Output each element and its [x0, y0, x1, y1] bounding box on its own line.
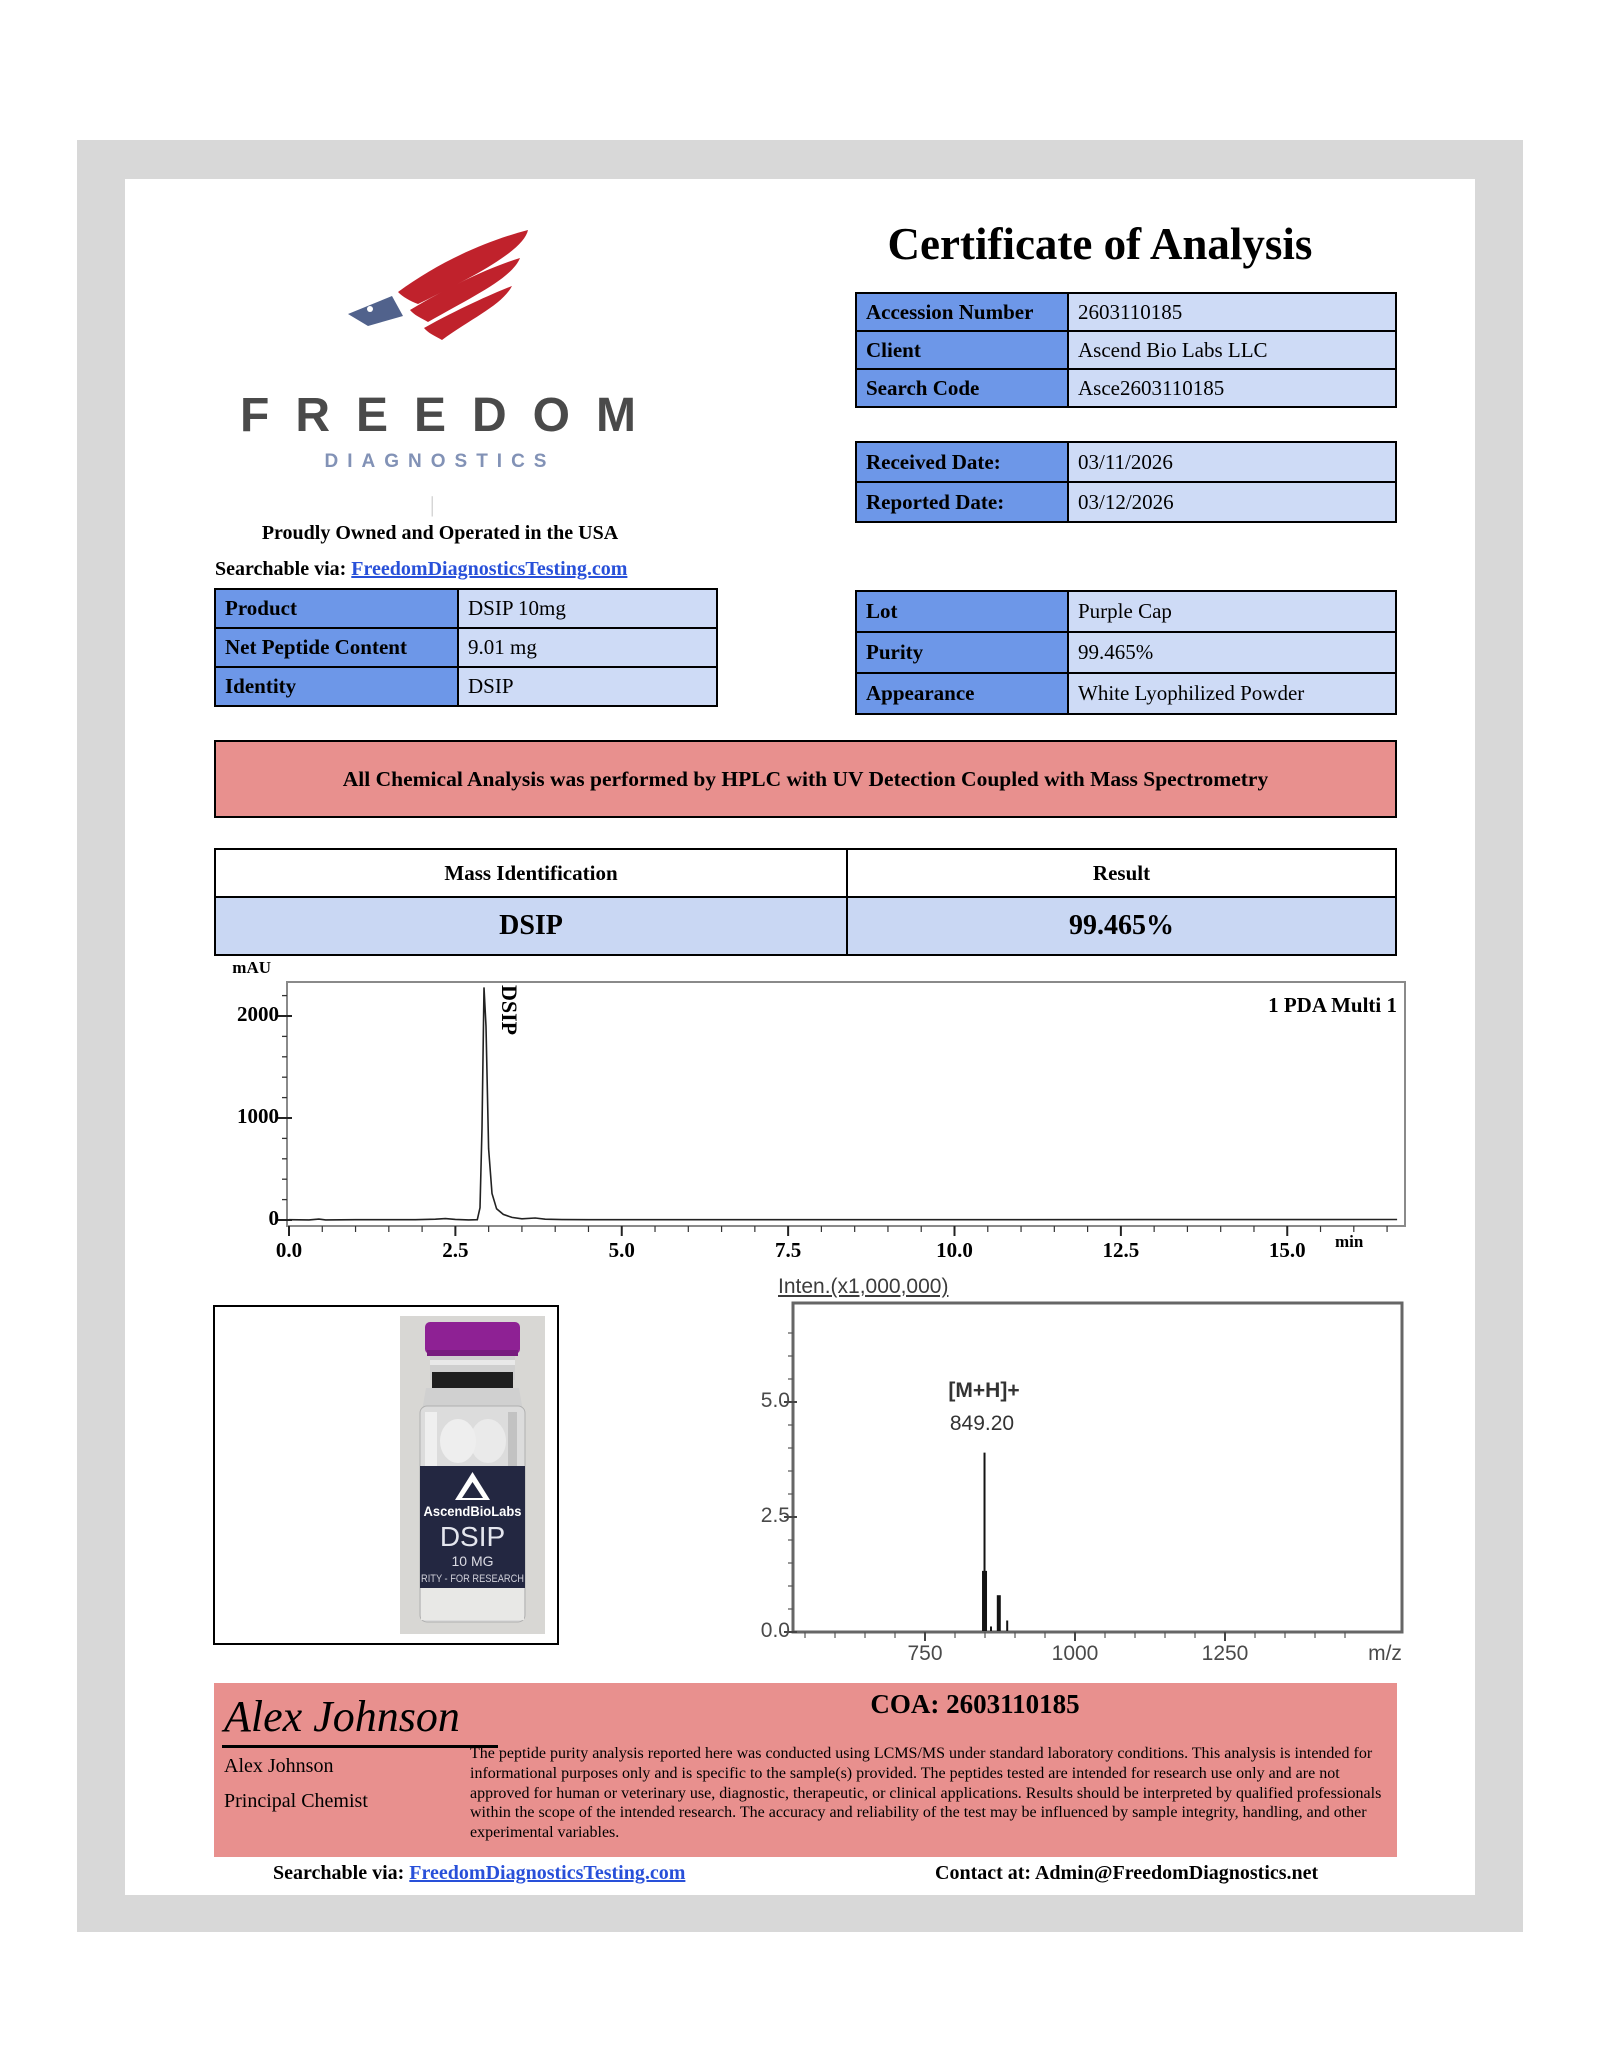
x-axis-tick-label: 7.5 [775, 1238, 802, 1262]
mass-spectrum-y-axis-title: Inten.(x1,000,000) [778, 1275, 949, 1298]
table-cell-label: Net Peptide Content [216, 629, 459, 666]
mass-spectrum-plot [770, 1275, 1430, 1675]
mass-id-header: Mass Identification [216, 850, 848, 896]
table-row [857, 368, 1395, 406]
table-row [857, 672, 1395, 713]
x-axis-tick-label: 2.5 [442, 1238, 469, 1262]
brand-subtitle: DIAGNOSTICS [324, 451, 556, 472]
x-axis-tick-label: 1000 [1051, 1642, 1099, 1665]
plot-border [287, 982, 1405, 1226]
table-cell-value: 99.465% [1069, 633, 1395, 672]
table-cell-label: Lot [857, 592, 1069, 631]
table-cell-label: Search Code [857, 370, 1069, 406]
table-row [857, 481, 1395, 521]
lot-table [855, 590, 1397, 715]
table-cell-value: Ascend Bio Labs LLC [1069, 332, 1395, 368]
page-title: Certificate of Analysis [887, 219, 1313, 269]
table-cell-value: White Lyophilized Powder [1069, 674, 1395, 713]
y-axis-tick-label: 1000 [237, 1104, 279, 1128]
table-row [857, 443, 1395, 481]
chromatogram-channel-label: 1 PDA Multi 1 [1268, 993, 1397, 1017]
table-cell-label: Reported Date: [857, 483, 1069, 521]
accession-info-table [855, 292, 1397, 408]
table-cell-label: Client [857, 332, 1069, 368]
coa-number: COA: 2603110185 [870, 1689, 1080, 1719]
mass-identification-table [214, 848, 1397, 956]
table-cell-value: Purple Cap [1069, 592, 1395, 631]
chromatogram-trace [289, 987, 1397, 1220]
chromatogram-peak-label: DSIP [497, 985, 522, 1036]
hplc-chromatogram [215, 953, 1415, 1271]
table-cell-value: 03/11/2026 [1069, 443, 1395, 481]
table-row [216, 666, 716, 705]
x-axis-tick-label: 5.0 [608, 1238, 635, 1262]
disclaimer-text: The peptide purity analysis reported here was conducted using LCMS/MS under standard laboratory conditions. This analysis is intended for informational purposes only and is specific to the sample(s) provided. The peptides tested are intended for research use only and are not approved for human or veterinary use, diagnostic, therapeutic, or clinical applications. Results should be interpreted by qualified professionals within the scope of the intended research. The accuracy and reliability of the test may be influenced by sample integrity, handling, and other experimental variables. [470, 1745, 1382, 1842]
product-table [214, 588, 718, 707]
product-vial-photo [400, 1316, 545, 1634]
signature-block [214, 1683, 1397, 1857]
y-axis-tick-label: 2000 [237, 1002, 279, 1026]
signer-name: Alex Johnson [224, 1755, 334, 1777]
chromatogram-x-axis-title: min [1335, 1232, 1364, 1251]
vial-cap-edge [427, 1350, 518, 1356]
table-cell-value: Asce2603110185 [1069, 370, 1395, 406]
mass-spectrum [760, 1275, 1430, 1675]
eagle-eye-shape [367, 306, 373, 312]
x-axis-tick-label: 15.0 [1268, 1238, 1306, 1262]
table-cell-label: Product [216, 590, 459, 627]
table-cell-label: Purity [857, 633, 1069, 672]
table-row [216, 627, 716, 666]
result-header: Result [848, 850, 1395, 896]
table-cell-label: Appearance [857, 674, 1069, 713]
vial-brand-text: AscendBioLabs [423, 1503, 522, 1519]
table-row [857, 592, 1395, 631]
brand-divider: | [430, 492, 435, 517]
vial-dose-text: 10 MG [451, 1553, 494, 1569]
signer-role: Principal Chemist [224, 1790, 368, 1812]
table-cell-value: DSIP [459, 668, 716, 705]
y-axis-tick-label: 2.5 [760, 1504, 790, 1527]
x-axis-tick-label: 12.5 [1102, 1238, 1140, 1262]
footer-contact: Contact at: Admin@FreedomDiagnostics.net [935, 1862, 1319, 1884]
table-cell-value: 2603110185 [1069, 294, 1395, 330]
mass-id-value: DSIP [216, 898, 848, 954]
mass-spectrum-x-axis-title: m/z [1368, 1642, 1402, 1665]
table-header-row [216, 850, 1395, 896]
footer-searchable-label: Searchable via: [273, 1862, 410, 1884]
vial-cap [425, 1322, 520, 1354]
signature-script: Alex Johnson [222, 1691, 498, 1748]
x-axis-tick-label: 10.0 [936, 1238, 973, 1262]
x-axis-tick-label: 750 [907, 1642, 943, 1665]
y-axis-tick-label: 5.0 [760, 1389, 790, 1412]
vial-crimp-highlight [430, 1360, 515, 1365]
table-row [216, 590, 716, 627]
footer-searchable-line [273, 1862, 685, 1885]
x-axis-tick-label: 1250 [1201, 1642, 1249, 1665]
vial-stopper-band [432, 1372, 513, 1388]
table-cell-label: Received Date: [857, 443, 1069, 481]
footer-searchable-link[interactable]: FreedomDiagnosticsTesting.com [409, 1862, 686, 1884]
table-row [857, 631, 1395, 672]
table-row [216, 896, 1395, 954]
searchable-link[interactable]: FreedomDiagnosticsTesting.com [351, 558, 628, 580]
adduct-annotation: [M+H]+ [948, 1379, 1020, 1402]
brand-tagline: Proudly Owned and Operated in the USA [261, 522, 619, 544]
brand-wordmark: FREEDOM [240, 389, 662, 442]
mz-annotation: 849.20 [949, 1412, 1015, 1435]
eagle-flag-logo-icon [340, 228, 540, 368]
vial-product-text: DSIP [439, 1521, 506, 1552]
table-row [857, 330, 1395, 368]
dates-table [855, 441, 1397, 523]
plot-border [793, 1303, 1402, 1632]
table-cell-label: Accession Number [857, 294, 1069, 330]
analysis-method-banner: All Chemical Analysis was performed by HPLC with UV Detection Coupled with Mass Spectrometry [214, 740, 1397, 818]
chromatogram-y-axis-title: mAU [232, 958, 271, 977]
y-axis-tick-label: 0 [268, 1206, 279, 1230]
table-cell-value: 03/12/2026 [1069, 483, 1395, 521]
searchable-label: Searchable via: [215, 558, 347, 580]
vial-reflection-right [470, 1419, 506, 1463]
vial-bottom-glass [421, 1588, 524, 1620]
result-value: 99.465% [848, 898, 1395, 954]
x-axis-tick-label: 0.0 [275, 1238, 303, 1262]
eagle-head-shape [348, 296, 403, 326]
table-cell-value: 9.01 mg [459, 629, 716, 666]
vial-research-text: RITY - FOR RESEARCH [421, 1573, 525, 1585]
table-row [857, 294, 1395, 330]
table-cell-label: Identity [216, 668, 459, 705]
searchable-line [215, 558, 627, 581]
y-axis-tick-label: 0.0 [760, 1619, 790, 1642]
table-cell-value: DSIP 10mg [459, 590, 716, 627]
